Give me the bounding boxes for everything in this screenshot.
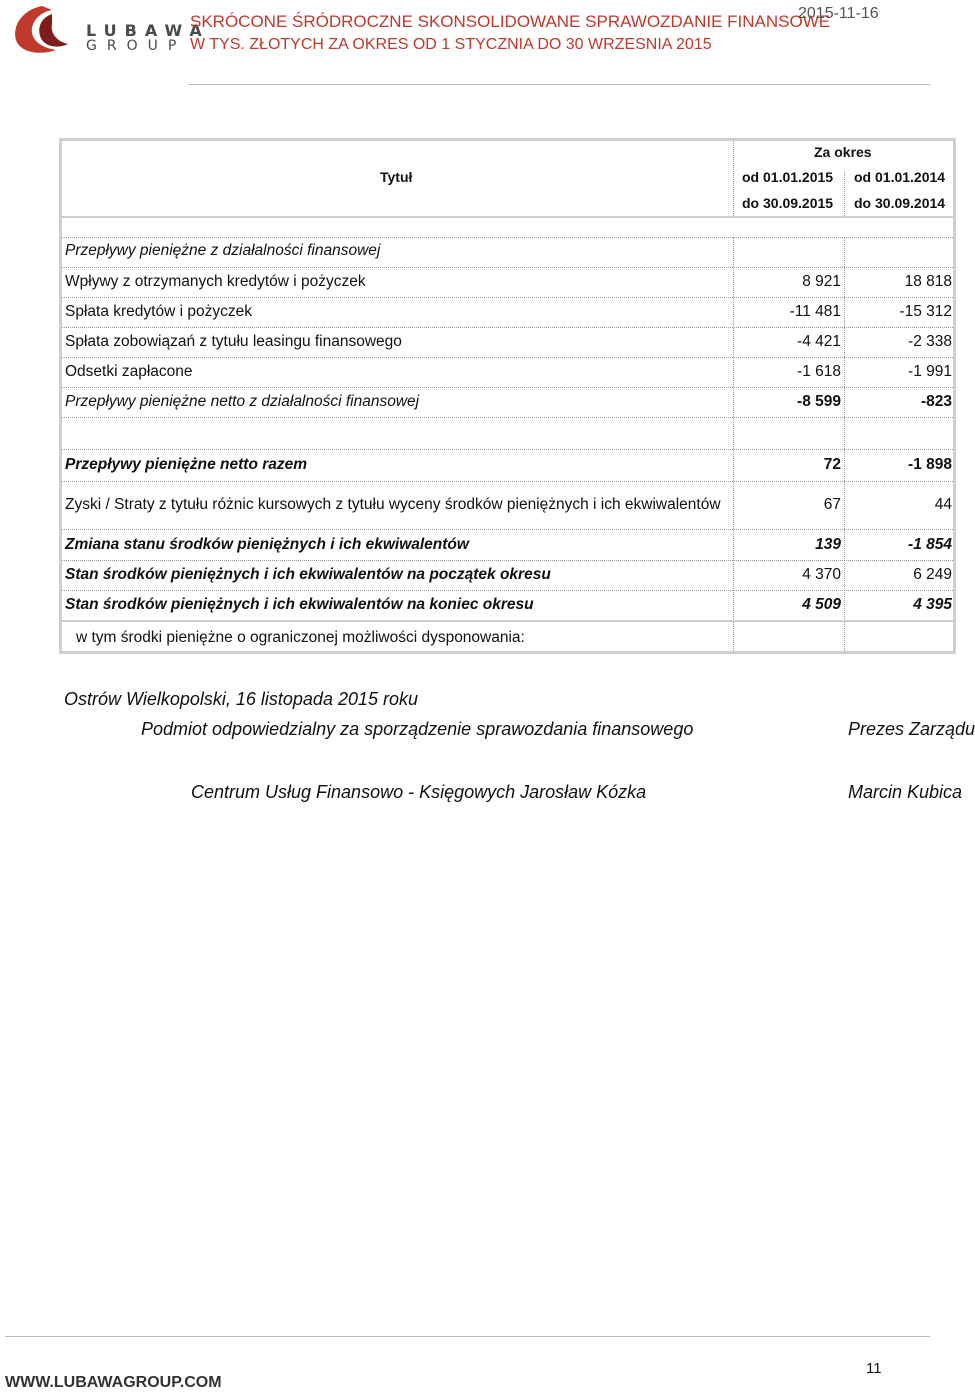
header-divider (62, 216, 953, 218)
row-divider (62, 267, 953, 268)
row-label: Wpływy z otrzymanych kredytów i pożyczek (65, 273, 366, 290)
row-label: Przepływy pieniężne netto z działalności finansowej (65, 393, 420, 410)
responsible-name: Centrum Usług Finansowo - Księgowych Jarosław Kózka (191, 782, 647, 802)
row-value-2015: 4 370 (802, 566, 841, 583)
row-value-2015: -4 421 (797, 333, 841, 350)
row-divider (62, 357, 953, 358)
row-divider (62, 529, 953, 530)
row-divider (62, 449, 953, 450)
report-subtitle: W TYS. ZŁOTYCH ZA OKRES OD 1 STYCZNIA DO 30 WRZESNIA 2015 (190, 36, 712, 53)
report-title: SKRÓCONE ŚRÓDROCZNE SKONSOLIDOWANE SPRAWOZDANIE FINANSOWE (190, 12, 831, 31)
header-divider (188, 84, 930, 85)
report-date: 2015-11-16 (798, 5, 879, 22)
row-divider (62, 297, 953, 298)
row-value-2015: 139 (815, 536, 841, 553)
row-value-2014: -15 312 (899, 303, 952, 320)
row-label: Zyski / Straty z tytułu różnic kursowych z tytułu wyceny środków pieniężnych i ich ekwiwalentów (65, 496, 721, 513)
row-value-2015: -8 599 (797, 393, 841, 410)
row-divider (62, 620, 953, 622)
header-col1-from: od 01.01.2015 (742, 169, 834, 185)
footer-divider (5, 1336, 930, 1337)
row-label: Zmiana stanu środków pieniężnych i ich ekwiwalentów (65, 536, 469, 553)
col-divider (733, 237, 734, 651)
row-value-2015: 4 509 (802, 596, 841, 613)
row-label: Stan środków pieniężnych i ich ekwiwalentów na początek okresu (65, 566, 551, 583)
col-divider (733, 141, 734, 216)
responsible-label: Podmiot odpowiedzialny za sporządzenie sprawozdania finansowego (141, 719, 694, 739)
row-label: Odsetki zapłacone (65, 363, 193, 380)
row-value-2014: 6 249 (913, 566, 952, 583)
row-value-2014: 44 (934, 496, 952, 513)
page-number: 11 (866, 1360, 882, 1377)
row-divider (62, 417, 953, 418)
row-value-2015: 8 921 (802, 273, 841, 290)
col-divider (844, 237, 845, 651)
header-col2-from: od 01.01.2014 (854, 169, 946, 185)
row-divider (62, 387, 953, 388)
row-value-2014: 4 395 (913, 596, 952, 613)
row-label: Przepływy pieniężne netto razem (65, 456, 308, 473)
row-label: w tym środki pieniężne o ograniczonej możliwości dysponowania: (76, 629, 525, 646)
place-date: Ostrów Wielkopolski, 16 listopada 2015 roku (64, 689, 419, 709)
row-label: Spłata kredytów i pożyczek (65, 303, 252, 320)
col-divider (844, 171, 845, 216)
row-divider (62, 560, 953, 561)
row-divider (62, 237, 953, 238)
header-period: Za okres (814, 144, 872, 160)
row-value-2014: -1 991 (908, 363, 952, 380)
row-label: Spłata zobowiązań z tytułu leasingu finansowego (65, 333, 402, 350)
cash-flow-table (59, 138, 956, 654)
logo-word: LUBAWA (86, 21, 210, 40)
president-label: Prezes Zarządu (848, 719, 975, 739)
row-value-2014: -1 898 (908, 456, 952, 473)
company-logo (12, 4, 210, 54)
row-divider (62, 590, 953, 591)
footer-url[interactable]: WWW.LUBAWAGROUP.COM (5, 1374, 222, 1391)
row-value-2014: -2 338 (908, 333, 952, 350)
president-name: Marcin Kubica (848, 782, 963, 802)
header-col2-to: do 30.09.2014 (854, 195, 946, 211)
logo-group: GROUP (86, 38, 187, 54)
row-divider (62, 481, 953, 482)
row-value-2015: -1 618 (797, 363, 841, 380)
row-value-2015: 72 (823, 456, 841, 473)
row-value-2015: 67 (823, 496, 841, 513)
row-value-2014: -1 854 (908, 536, 952, 553)
row-label: Przepływy pieniężne z działalności finansowej (65, 242, 381, 259)
header-col1-to: do 30.09.2015 (742, 195, 834, 211)
row-value-2015: -11 481 (789, 303, 841, 320)
header-title-column: Tytuł (380, 169, 413, 185)
row-label: Stan środków pieniężnych i ich ekwiwalentów na koniec okresu (65, 596, 534, 613)
row-divider (62, 327, 953, 328)
logo-mark-icon (12, 4, 72, 54)
row-value-2014: -823 (920, 393, 952, 410)
row-value-2014: 18 818 (904, 273, 952, 290)
